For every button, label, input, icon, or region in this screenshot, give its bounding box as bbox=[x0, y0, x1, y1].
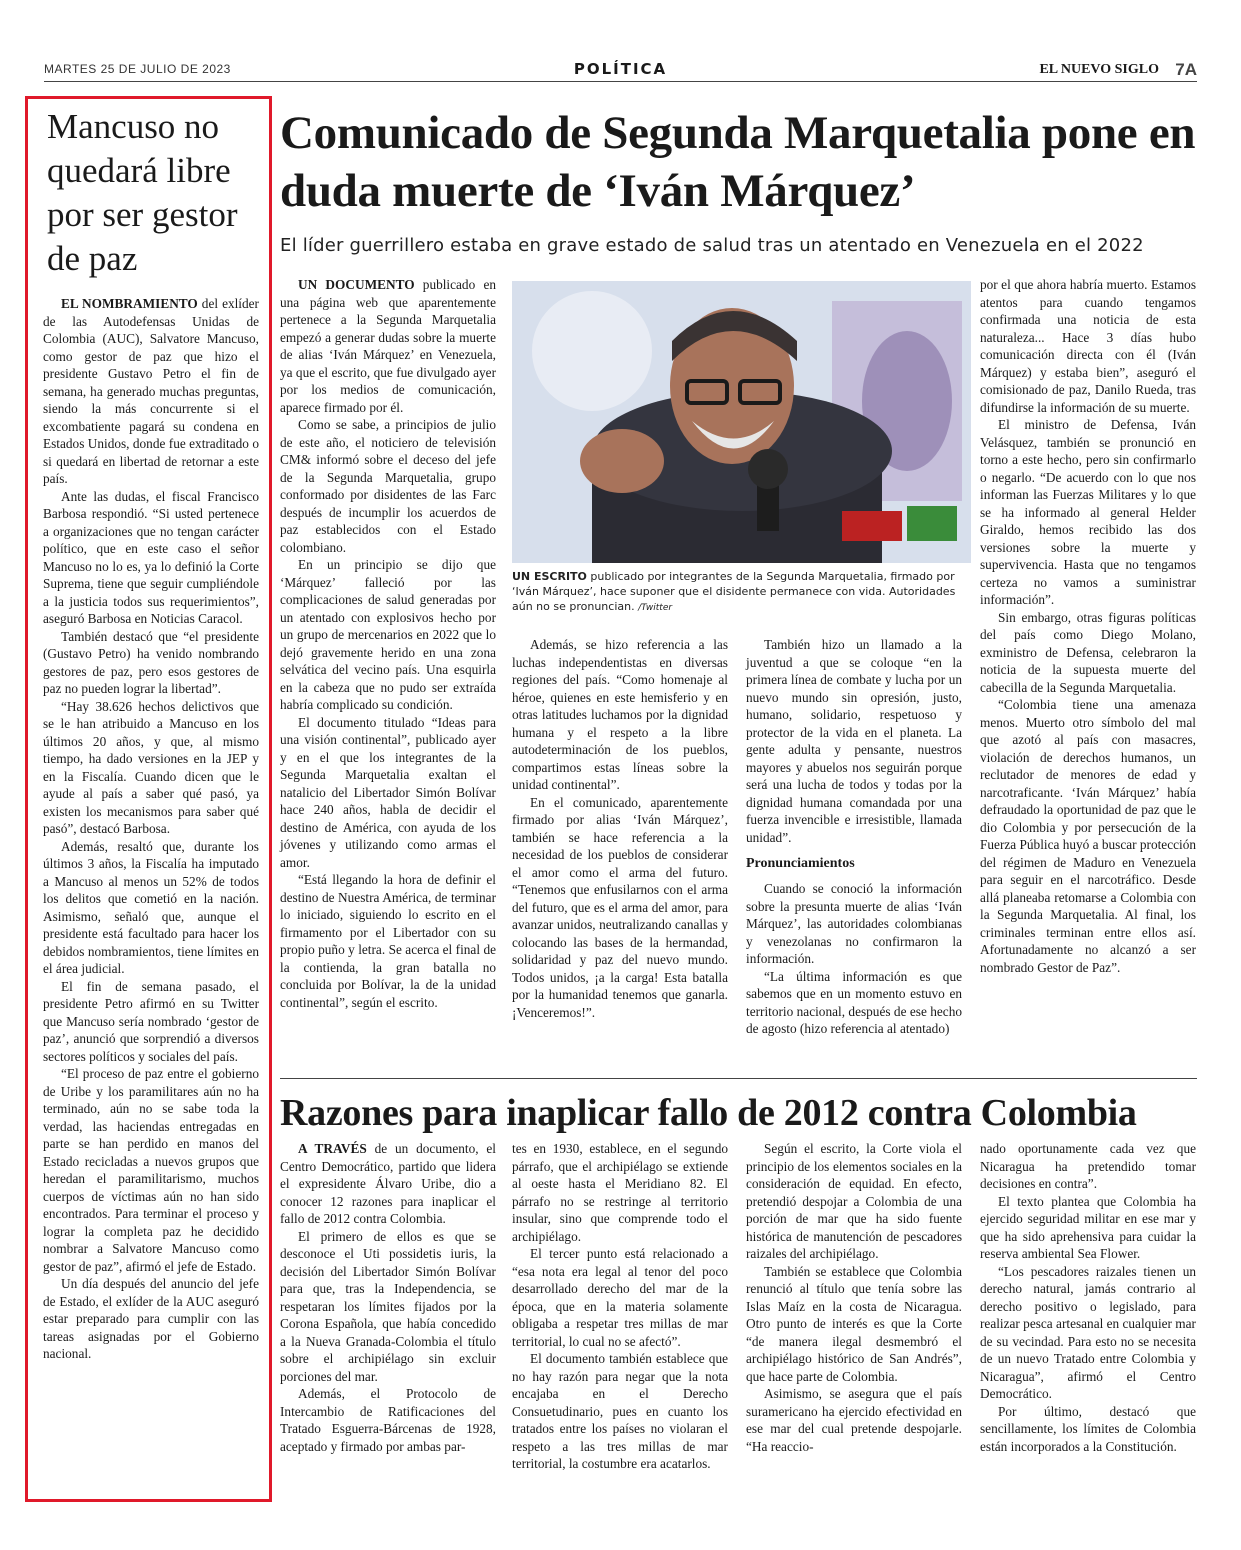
photo-caption bbox=[512, 569, 971, 616]
sidebar-paragraph: “El proceso de paz entre el gobierno de Uribe y los paramilitares aún no ha terminado, aún no se sabe toda la verdad, las haciendas entregadas en parte se han perdido en manos del Estado recicladas a nuevos grupos que heredan el paramilitarismo, muchos cuerpos de víctimas aún no han sido encontrados. Para terminar el proceso y lograr la completa paz he decidido nombrar a Salvatore Mancuso como gestor de paz”, afirmó el jefe de Estado. bbox=[43, 1066, 259, 1274]
article-paragraph: “La última información es que sabemos que en un momento estuvo en territorio nacional, después de ese hecho de agosto (hizo referencia al atentado) bbox=[746, 968, 962, 1036]
article-paragraph: Sin embargo, otras figuras políticas del país como Diego Molano, exministro de Defensa, celebraron la noticia de la supuesta muerte del cabecilla de la Segunda Marquetalia. bbox=[980, 609, 1196, 695]
second-column-1 bbox=[280, 1140, 496, 1455]
article-paragraph: UN DOCUMENTO publicado en una página web que aparentemente pertenece a la Segunda Marquetalia empezó a generar dudas sobre la muerte de alias ‘Iván Márquez’ en Venezuela, ya que el escrito, que fue divulgado ayer por los medios de comunicación, aparece firmado por él. bbox=[280, 277, 496, 415]
article-paragraph: Además, se hizo referencia a las luchas independentistas en diversas regiones del país. “Como homenaje al héroe, quienes en este hemisferio y en otras latitudes luchamos por la dignidad humana y el respeto a la libre autodeterminación de los pueblos, compartimos estas líneas sobre la unidad continental”. bbox=[512, 637, 728, 792]
second-lead-words: A TRAVÉS bbox=[298, 1141, 367, 1156]
ivan-marquez-photo bbox=[512, 281, 971, 563]
main-subheadline: El líder guerrillero estaba en grave estado de salud tras un atentado en Venezuela en el 2022 bbox=[280, 235, 1144, 256]
newspaper-brand: EL NUEVO SIGLO bbox=[1039, 62, 1159, 77]
article-paragraph: En el comunicado, aparentemente firmado por alias ‘Iván Márquez’, también se hace referencia a la necesidad de los pueblos de considerar el amor como el arma del futuro. “Tenemos que enfusilarnos con el arma del futuro, que es el arma del amor, para avanzar unidos, neutralizando canallas y colocando las bases de la hermandad, solidaridad y paz del nuevo mundo. Todos unidos, ¡a la carga! Esta batalla por la humanidad tenemos que ganarla. ¡Venceremos!”. bbox=[512, 794, 728, 1020]
article-paragraph: Asimismo, se asegura que el país suramericano ha ejercido efectividad en ese mar del cual pretende despojarle. “Ha reaccio- bbox=[746, 1386, 962, 1454]
article-paragraph: “Está llegando la hora de definir el destino de Nuestra América, de terminar lo iniciado, siguiendo lo escrito en el firmamento por el Libertador con su propio puño y letra. Se acerca el final de la contienda, la gran batalla no concluida por Bolívar, la de la unidad continental”, según el escrito. bbox=[280, 872, 496, 1010]
sidebar-paragraph: Además, resaltó que, durante los últimos 3 años, la Fiscalía ha imputado a Mancuso al menos un 52% de todos los delitos que cometió en la nación. Asimismo, señaló que, aunque el presidente está facultado para hacer los debidos nombramientos, tiene límites en el área judicial. bbox=[43, 838, 259, 976]
article-paragraph: Cuando se conoció la información sobre la presunta muerte de alias ‘Iván Márquez’, las autoridades colombianas y venezolanas no confirmaron la información. bbox=[746, 881, 962, 966]
article-paragraph: El documento también establece que no hay razón para negar que la nota encajaba en el Derecho Consuetudinario, pues en cuanto los tratados entre los países no violaran el respeto a las tres millas de mar territorial, la costumbre era acatarlos. bbox=[512, 1351, 728, 1471]
article-paragraph: Además, el Protocolo de Intercambio de Ratificaciones del Tratado Esguerra-Bárcenas de 1928, aceptado y firmado por ambas par- bbox=[280, 1386, 496, 1454]
article-paragraph: En un principio se dijo que ‘Márquez’ falleció por las complicaciones de salud generadas por un atentado con explosivos hecho por un grupo de mercenarios en 2022 que lo dejó gravemente herido en una zona selvática del vecino país. Una esquirla en la cabeza que no pudo ser extraída habría complicado su condición. bbox=[280, 557, 496, 712]
article-paragraph: El documento titulado “Ideas para una visión continental”, publicado ayer y en el que los integrantes de la Segunda Marquetalia exaltan el natalicio del Libertador Simón Bolívar hace 240 años, habla de decidir el destino de América, con ayuda de los jóvenes y utilizando como armas el amor. bbox=[280, 714, 496, 870]
main-column-4 bbox=[980, 276, 1196, 976]
sidebar-article bbox=[25, 96, 272, 1502]
article-paragraph: También se establece que Colombia renunció al título que tenía sobre las Islas Maíz en la costa de Nicaragua. Otro punto de interés es que la Corte “de manera ilegal desmembró el archipiélago histórico de San Andrés”, que hace parte de Colombia. bbox=[746, 1263, 962, 1384]
article-paragraph: por el que ahora habría muerto. Estamos atentos para cuando tengamos confirmada una noticia de esta naturaleza... Hace 3 días hubo comunicación directa con él (Iván Márquez) y estaba bien”, aseguró el comisionado de paz, Danilo Rueda, tras difundirse la información de su muerte. bbox=[980, 277, 1196, 415]
sidebar-body bbox=[43, 295, 259, 1363]
article-divider bbox=[280, 1078, 1197, 1079]
main-lead-words: UN DOCUMENTO bbox=[298, 277, 415, 292]
main-column-2 bbox=[512, 636, 728, 1021]
second-column-2 bbox=[512, 1140, 728, 1473]
sidebar-paragraph: EL NOMBRAMIENTO del exlíder de las Autodefensas Unidas de Colombia (AUC), Salvatore Mancuso, como gestor de paz que hizo el presidente Gustavo Petro el fin de semana, ha generado muchas preguntas, siendo la más concurrente si el excombatiente pagará su condena en Estados Unidos, donde fue extraditado o si quedará en libertad de retornar a este país. bbox=[43, 296, 259, 486]
caption-text: publicado por integrantes de la Segunda Marquetalia, firmado por ‘Iván Márquez’, hace suponer que el disidente permanece con vida. Autoridades aún no se pronuncian. bbox=[512, 570, 956, 613]
article-paragraph: nado oportunamente cada vez que Nicaragua ha pretendido tomar decisiones en contra”. bbox=[980, 1141, 1196, 1191]
sidebar-lead-words: EL NOMBRAMIENTO bbox=[61, 296, 198, 311]
second-headline: Razones para inaplicar fallo de 2012 contra Colombia bbox=[280, 1092, 1137, 1134]
caption-lead: UN ESCRITO bbox=[512, 570, 587, 583]
article-paragraph: “Los pescadores raizales tienen un derecho natural, jamás contrario al derecho positivo o legislado, para realizar pesca artesanal en cualquier mar de su vecindad. Para esto no se necesita de un nuevo Tratado entre Colombia y Nicaragua”, afirmó el Centro Democrático. bbox=[980, 1263, 1196, 1401]
sidebar-paragraph: “Hay 38.626 hechos delictivos que se le han atribuido a Mancuso en los últimos 20 años, y que, al mismo tiempo, ha dado versiones en la JEP y en la Fiscalía. Cuando dicen que le ayude al país a saber qué pasó, ya existen los mecanismos para saber qué pasó”, destacó Barbosa. bbox=[43, 698, 259, 836]
issue-date: MARTES 25 DE JULIO DE 2023 bbox=[44, 62, 231, 76]
header-divider bbox=[44, 81, 1197, 82]
section-name: POLÍTICA bbox=[573, 60, 668, 78]
main-headline: Comunicado de Segunda Marquetalia pone en duda muerte de ‘Iván Márquez’ bbox=[280, 107, 1196, 217]
sidebar-paragraph: Ante las dudas, el fiscal Francisco Barbosa respondió. “Si usted pertenece a organizaciones que no tengan carácter político, que en este caso el señor Mancuso no lo es, ya lo definió la Corte Suprema, tiene que seguir cumpliéndole a la justicia todos sus requerimientos”, aseguró Barbosa en Noticias Caracol. bbox=[43, 488, 259, 626]
article-paragraph: Como se sabe, a principios de julio de este año, el noticiero de televisión CM& informó sobre el deceso del jefe de la Segunda Marquetalia, grupo conformado por disidentes de las Farc después de incumplir los acuerdos de paz establecidos con el Estado colombiano. bbox=[280, 417, 496, 555]
article-paragraph: Por último, destacó que sencillamente, los límites de Colombia están incorporados a la Constitución. bbox=[980, 1403, 1196, 1454]
article-paragraph: También hizo un llamado a la juventud a que se coloque “en la primera línea de combate y lucha por un nuevo mundo sin opresión, justo, humano, solidario, respetuoso y protector de la vida en el planeta. La gente adulta y pensante, nuestros mayores y abuelos nos seguirán porque será una lucha de todos y todas por la dignidad humana comandada por una fuerza invencible e irresistible, llamada unidad”. bbox=[746, 637, 962, 845]
press-conference-image bbox=[512, 281, 971, 563]
photo-credit: /Twitter bbox=[638, 603, 673, 613]
main-column-1 bbox=[280, 276, 496, 1011]
article-paragraph: tes en 1930, establece, en el segundo párrafo, que el archipiélago se extiende al oeste hasta el Meridiano 82. El párrafo no se restringe al territorio insular, sino que comprende todo el archipiélago. bbox=[512, 1141, 728, 1244]
page-number: 7A bbox=[1175, 60, 1197, 79]
article-paragraph: Según el escrito, la Corte viola el principio de los elementos sociales en la consideración de equidad. En efecto, pretendió despojar a Colombia de una porción de mar que ha sido fuente histórica de manutención de pescadores raizales del archipiélago. bbox=[746, 1141, 962, 1261]
sidebar-paragraph: Un día después del anuncio del jefe de Estado, el exlíder de la AUC aseguró estar preparado para cumplir con las tareas asignadas por el Gobierno nacional. bbox=[43, 1276, 259, 1361]
second-column-4 bbox=[980, 1140, 1196, 1455]
article-paragraph: El ministro de Defensa, Iván Velásquez, también se pronunció en torno a este hecho, pero sin confirmarlo o negarlo. “De acuerdo con lo que nos informan las Fuerzas Militares y lo que se ha informado al general Helder Giraldo, hemos recibido las dos versiones sobre la muerte y supervivencia. Hasta que no tengamos certeza no vamos a suministrar información”. bbox=[980, 417, 1196, 607]
subhead-pronunciamientos: Pronunciamientos bbox=[746, 856, 855, 871]
article-paragraph: El tercer punto está relacionado a “esa nota era legal al tenor del poco desarrollado derecho del mar de la época, que en la materia solamente obligaba a respetar tres millas de mar territorial, lo cual no se afectó”. bbox=[512, 1246, 728, 1349]
main-column-3 bbox=[746, 636, 962, 1038]
article-paragraph: El primero de ellos es que se desconoce el Uti possidetis iuris, la decisión del Libertador Simón Bolívar para que, tras la Independencia, se respetaran los límites fijados por la Corona Española, que había concedido a la Nueva Granada-Colombia el título sobre el archipiélago sin excluir porciones del mar. bbox=[280, 1228, 496, 1384]
sidebar-paragraph: También destacó que “el presidente (Gustavo Petro) ha venido nombrando gestores de paz, pero esos gestores de paz no pueden lograr la libertad”. bbox=[43, 628, 259, 696]
article-paragraph: “Colombia tiene una amenaza menos. Muerto otro símbolo del mal que azotó al país con masacres, violación de derechos humanos, un reclutador de menores de edad y narcotraficante. ‘Iván Márquez’ había defraudado la oportunidad de paz que le dio Colombia y por persecución de la Fuerza Pública huyó a buscar protección del régimen de Maduro en Venezuela para seguir en el narcotráfico. Desde allá planeaba retomarse a Colombia con la Segunda Marquetalia. Al final, los criminales terminan entre ellos así. Afortunadamente no alcanzó a ser nombrado Gestor de Paz”. bbox=[980, 697, 1196, 975]
second-column-3 bbox=[746, 1140, 962, 1455]
sidebar-headline: Mancuso no quedará libre por ser gestor de paz bbox=[47, 107, 238, 278]
article-paragraph: A TRAVÉS de un documento, el Centro Democrático, partido que lidera el expresidente Álvaro Uribe, dio a conocer 12 razones para inaplicar el fallo de 2012 contra Colombia. bbox=[280, 1141, 496, 1226]
sidebar-paragraph: El fin de semana pasado, el presidente Petro afirmó en su Twitter que Mancuso sería nombrado ‘gestor de paz’, anunció que sorprendió a diversos sectores políticos y sociales del país. bbox=[43, 978, 259, 1064]
article-paragraph: El texto plantea que Colombia ha ejercido seguridad militar en ese mar y que ha sido aprehensiva para cuidar la reserva ambiental Sea Flower. bbox=[980, 1193, 1196, 1261]
